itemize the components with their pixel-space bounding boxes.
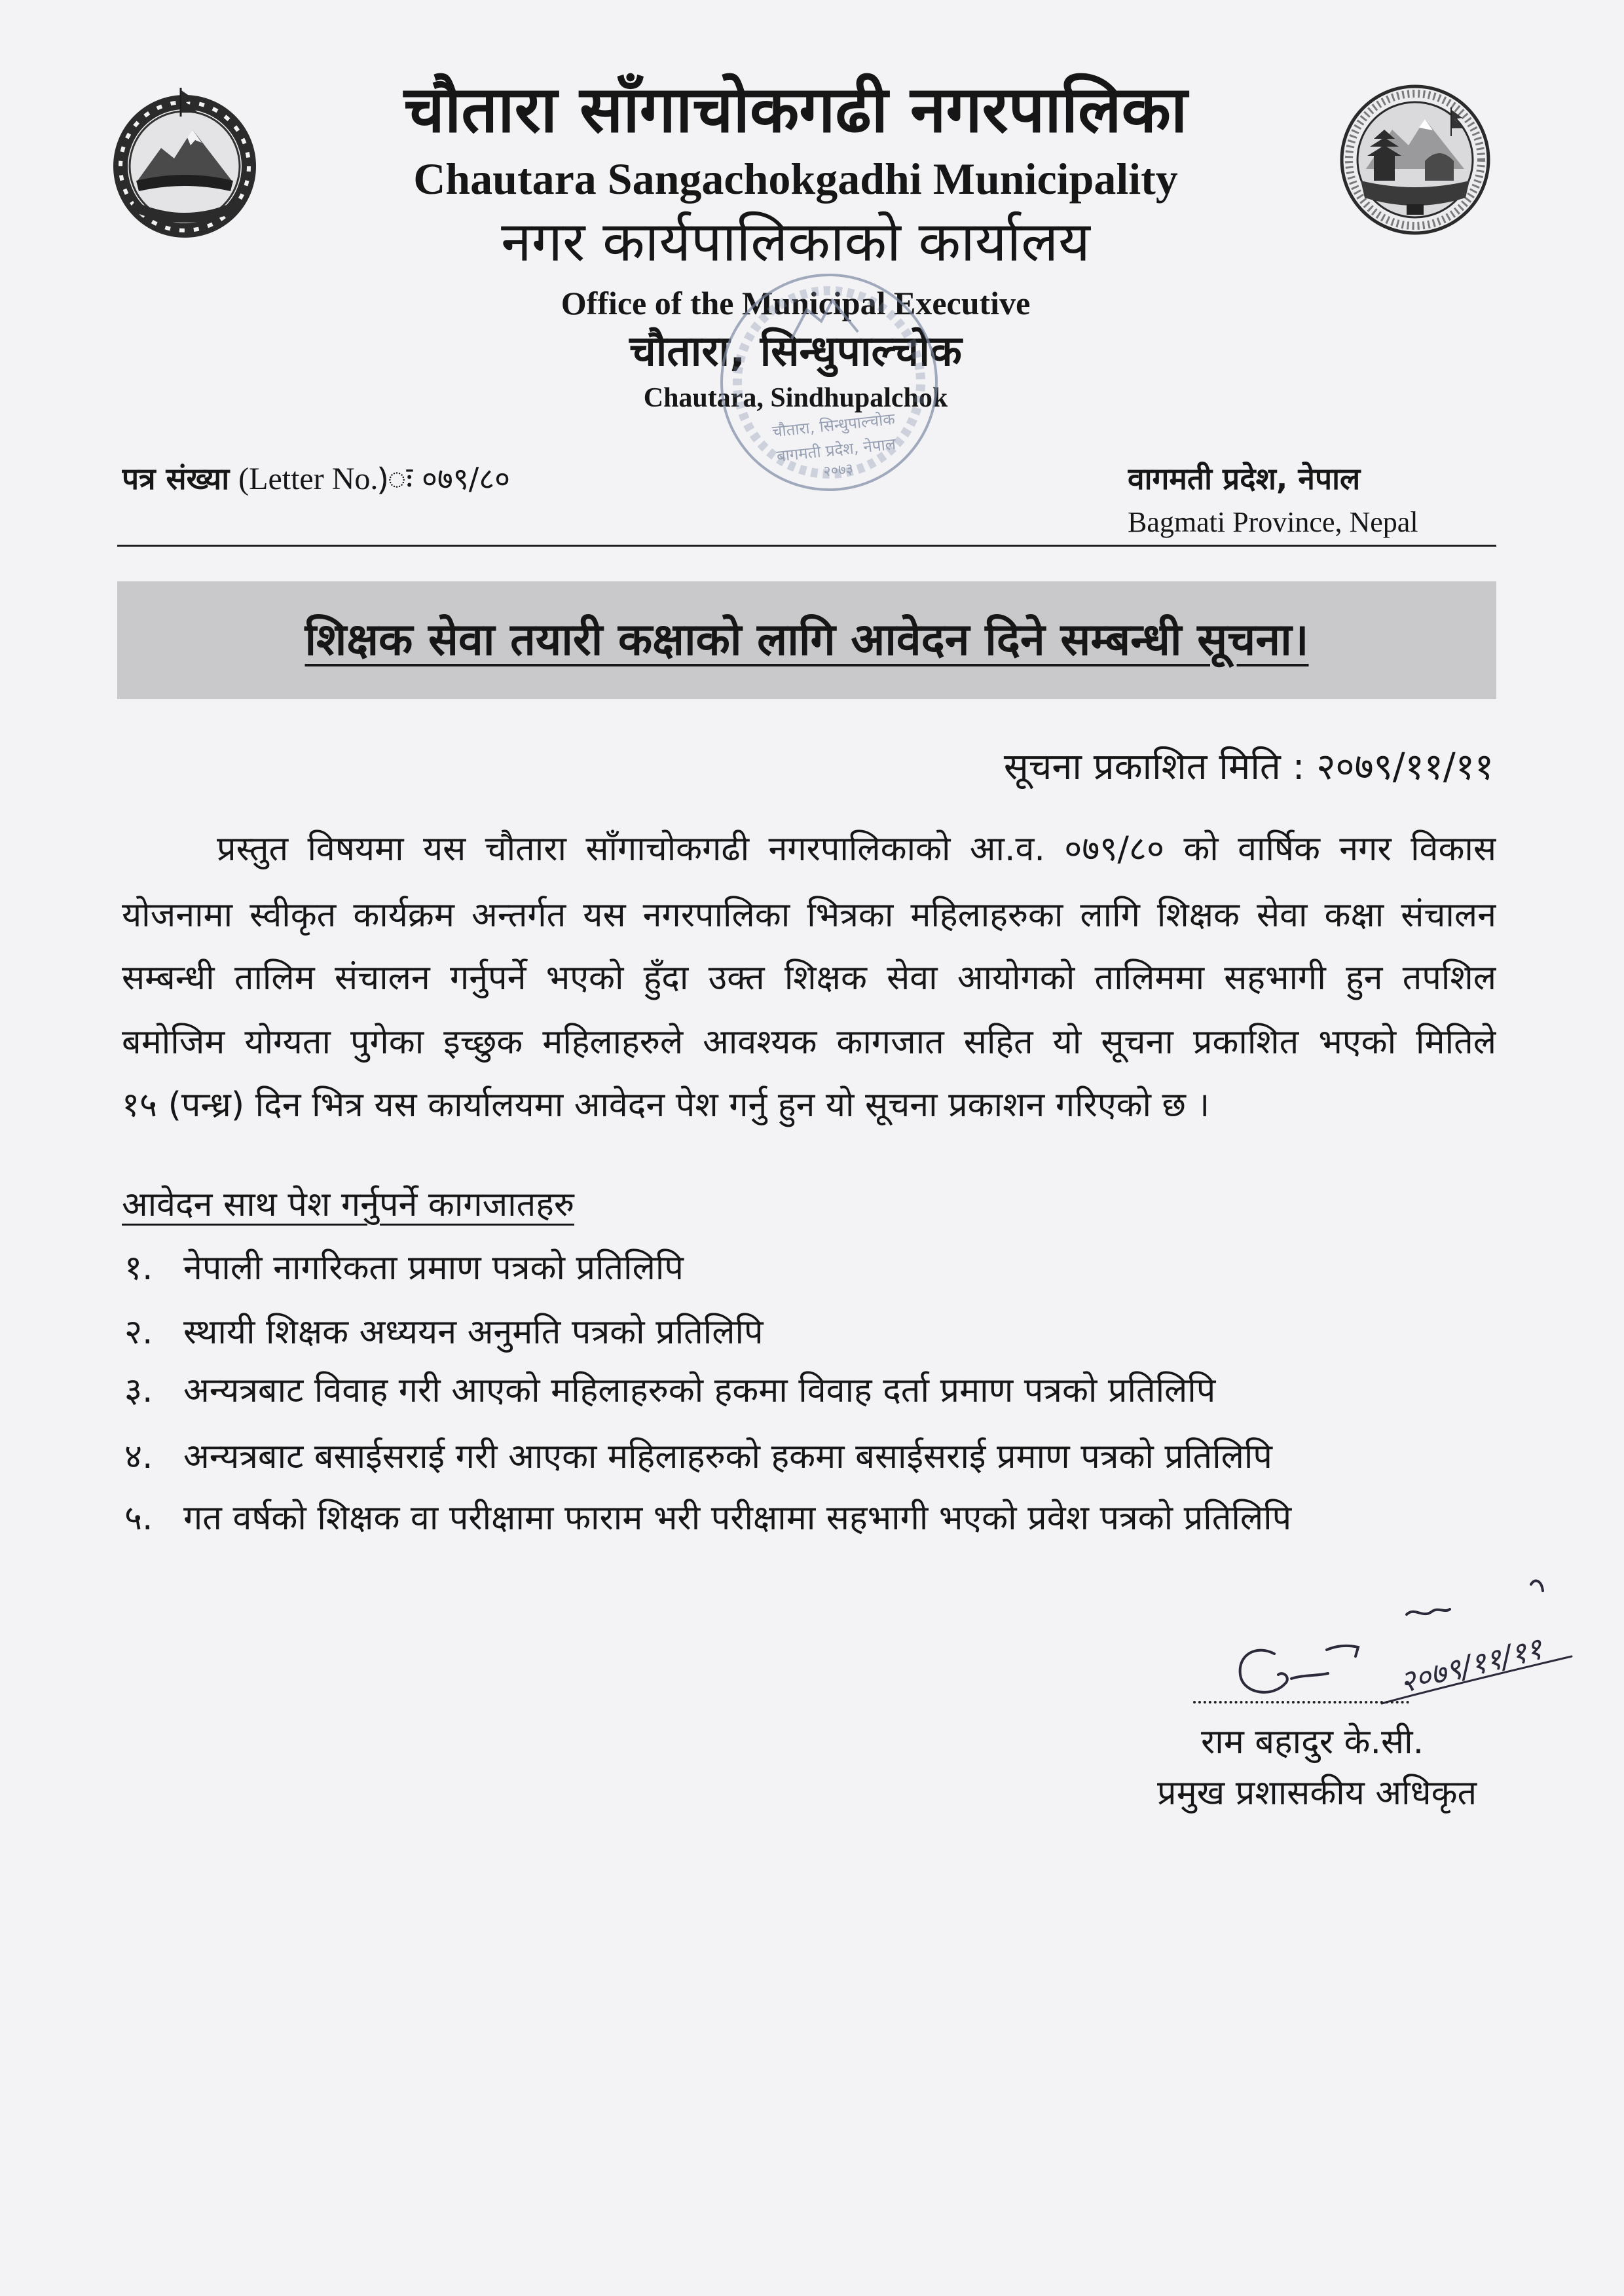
list-item-number: ३. — [124, 1371, 153, 1410]
nepal-emblem-icon — [97, 82, 272, 240]
list-item-number: ४. — [124, 1437, 153, 1476]
body-line: प्रस्तुत विषयमा यस चौतारा साँगाचोकगढी नगरपालिकाको आ.व. ०७९/८० को वार्षिक नगर विकास — [217, 829, 1496, 869]
office-name-en: Office of the Municipal Executive — [561, 285, 1031, 321]
body-line: १५ (पन्ध्र) दिन भित्र यस कार्यालयमा आवेदन पेश गर्नु हुन यो सूचना प्रकाशन गरिएको छ । — [122, 1085, 1210, 1125]
office-name-np: नगर कार्यपालिकाको कार्यालय — [501, 210, 1090, 274]
location-np: चौतारा, सिन्धुपाल्चोक — [629, 327, 962, 376]
body-line: योजनामा स्वीकृत कार्यक्रम अन्तर्गत यस नगरपालिका भित्रका महिलाहरुका लागि शिक्षक सेवा कक्षा संचालन — [122, 896, 1496, 935]
signature-dotted-line — [1193, 1701, 1409, 1704]
letter-label-np: पत्र संख्या — [122, 461, 230, 496]
signature-date: २०७९/११/११ — [1395, 1630, 1546, 1700]
stamp-ring — [716, 270, 942, 495]
published-date: २०७९/११/११ — [1316, 746, 1494, 788]
province-np: वागमती प्रदेश, नेपाल — [1128, 461, 1361, 496]
list-item-number: २. — [124, 1313, 153, 1352]
stamp-line-2: बागमती प्रदेश, नेपाल — [775, 434, 897, 465]
location-en: Chautara, Sindhupalchok — [643, 383, 948, 413]
stamp-line-1: चौतारा, सिन्धुपाल्चोक — [771, 409, 896, 441]
list-item: अन्यत्रबाट विवाह गरी आएको महिलाहरुको हकमा विवाह दर्ता प्रमाण पत्रको प्रतिलिपि — [183, 1371, 1216, 1410]
list-item: नेपाली नागरिकता प्रमाण पत्रको प्रतिलिपि — [183, 1248, 684, 1288]
province-en: Bagmati Province, Nepal — [1128, 506, 1418, 538]
list-item-number: १. — [124, 1248, 153, 1288]
signatory-name: राम बहादुर के.सी. — [1201, 1722, 1424, 1762]
signatory-designation: प्रमुख प्रशासकीय अधिकृत — [1157, 1774, 1477, 1813]
office-seal-stamp — [716, 270, 942, 495]
handwritten-signature — [1218, 1558, 1585, 1715]
list-item: गत वर्षको शिक्षक वा परीक्षामा फाराम भरी परीक्षामा सहभागी भएको प्रवेश पत्रको प्रतिलिपि — [183, 1499, 1292, 1538]
body-line: बमोजिम योग्यता पुगेका इच्छुक महिलाहरुले आवश्यक कागजात सहित यो सूचना प्रकाशित भएको मितिले — [122, 1023, 1496, 1062]
notice-title-banner — [117, 581, 1496, 699]
documents-heading: आवेदन साथ पेश गर्नुपर्ने कागजातहरु — [122, 1185, 575, 1224]
list-item-number: ५. — [124, 1499, 153, 1538]
municipality-name-en: Chautara Sangachokgadhi Municipality — [413, 154, 1178, 204]
published-date-line — [786, 741, 1494, 793]
municipality-name-np: चौतारा साँगाचोकगढी नगरपालिका — [403, 73, 1188, 147]
header-divider — [117, 545, 1496, 547]
signature-loop — [1240, 1650, 1287, 1692]
body-line: सम्बन्धी तालिम संचालन गर्नुपर्ने भएको हुँदा उक्त शिक्षक सेवा आयोगको तालिममा सहभागी हुन तपशिल — [122, 958, 1496, 998]
list-item: स्थायी शिक्षक अध्ययन अनुमति पत्रको प्रतिलिपि — [183, 1313, 764, 1352]
stamp-emblem — [788, 298, 858, 338]
published-date-label: सूचना प्रकाशित मिति : — [1003, 746, 1305, 788]
list-item: अन्यत्रबाट बसाईसराई गरी आएका महिलाहरुको हकमा बसाईसराई प्रमाण पत्रको प्रतिलिपि — [183, 1437, 1272, 1476]
letter-label-en: (Letter No.)ः — [238, 462, 413, 496]
logo-building — [1425, 153, 1454, 181]
notice-title: शिक्षक सेवा तयारी कक्षाको लागि आवेदन दिने सम्बन्धी सूचना। — [304, 614, 1309, 666]
stamp-year: २०७३ — [822, 460, 855, 481]
letter-number: ०७९/८० — [421, 461, 511, 496]
municipality-logo-icon — [1327, 82, 1504, 237]
